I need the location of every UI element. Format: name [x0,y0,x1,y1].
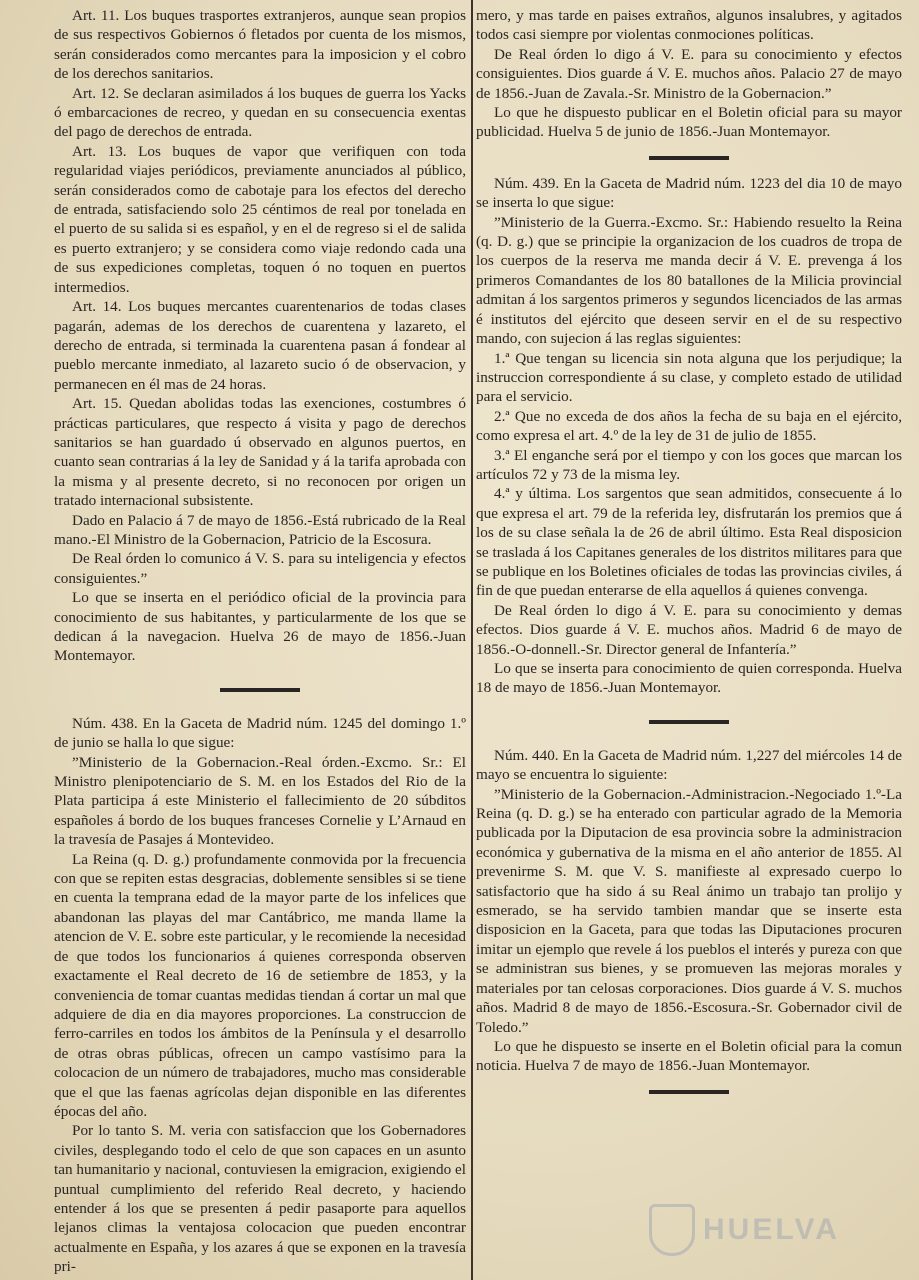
royal-order-note: De Real órden lo comunico á V. S. para su inteligencia y efectos consiguientes.” [54,550,466,587]
right-column [476,6,902,1280]
publication-note: Lo que se inserta en el periódico oficial de la provincia para conocimiento de sus habitantes, y particularmente de los que se dedican á la navegacion. Huelva 26 de mayo de 1856.-Juan Montemayor. [54,589,466,665]
entry-438-paragraph: Por lo tanto S. M. veria con satisfaccion que los Gobernadores civiles, desplegando todo el celo de que son capaces en un asunto tan humanitario y nacional, contuviesen la emigracion, exigiendo el puntual cumplimiento del referido Real decreto, y haciendo entender á los que se presenten á pedir pasaporte para aquellos lejanos climas la ventajosa colocacion que pueden encontrar actualmente en España, y los azares á que se exponen en la travesía pri- [54,1122,466,1276]
entry-438-closing: De Real órden lo digo á V. E. para su conocimiento y efectos consiguientes. Dios guarde á V. E. muchos años. Palacio 27 de mayo de 1856.-Juan de Zavala.-Sr. Ministro de la Gobernacion.” [476,45,902,102]
article-14: Art. 14. Los buques mercantes cuarentenarios de todas clases pagarán, ademas de los derechos de cuarentena y lazareto, el derecho de entrada, si terminada la cuarentena pasan á fondear al pueblo mercante inmediato, al lazareto sucio ó de observacion, y permanecen en él mas de 24 horas. [54,298,466,393]
article-12: Art. 12. Se declaran asimilados á los buques de guerra los Yacks ó embarcaciones de recreo, y quedan en su consecuencia exentas del pago de derechos de entrada. [54,84,466,141]
entry-439-closing: De Real órden lo digo á V. E. para su conocimiento y demas efectos. Dios guarde á V. E. muchos años. Madrid 6 de mayo de 1856.-O-donnell.-Sr. Director general de Infantería.” [476,601,902,658]
watermark-text: HUELVA [703,1213,840,1246]
article-13: Art. 13. Los buques de vapor que verifiquen con toda regularidad viajes periódicos, previamente anunciados al público, serán considerados como de cabotaje para los efectos del derecho de entrada, satisfaciendo solo 25 céntimos de real por tonelada en el puerto de su salida si es español, y en el de regreso si el de salida es puerto extranjero; y se considera como viaje redondo cada una de sus expediciones completas, toquen ó no toquen en puertos intermedios. [54,142,466,296]
entry-438-heading: Núm. 438. En la Gaceta de Madrid núm. 1245 del domingo 1.º de junio se halla lo que sigue: [54,714,466,752]
left-column [54,6,466,1280]
entry-438-paragraph: La Reina (q. D. g.) profundamente conmovida por la frecuencia con que se repiten estas desgracias, doblemente sensibles si se tiene en cuenta la temprana edad de la mayor parte de los infelices que abandonan las playas del mar Cantábrico, me manda llame la atencion de V. E. sobre este particular, y le recomiende la necesidad de que todos los funcionarios á quienes corresponda observen exactamente el Real decreto de 16 de setiembre de 1853, y la conveniencia de tomar cuantas medidas tiendan á cortar un mal que adquiere de dia en dia mayores proporciones. La construccion de ferro-carriles en todos los ámbitos de la Península y el desarrollo de otras obras públicas, ofrecen un campo vastísimo para la colocacion de un número de trabajadores, mucho mas considerable que el que las faenas agrícolas dejan disponible en las diferentes épocas del año. [54,850,466,1120]
section-divider [220,688,300,692]
column-rule [471,0,473,1280]
rule-3: 3.ª El enganche será por el tiempo y con los goces que marcan los artículos 72 y 73 de la misma ley. [476,446,902,483]
publication-note: Lo que se inserta para conocimiento de quien corresponda. Huelva 18 de mayo de 1856.-Juan Montemayor. [476,660,902,697]
article-15: Art. 15. Quedan abolidas todas las exenciones, costumbres ó prácticas particulares, que respecto á visita y pago de derechos sanitarios se han guardado ú observado en algunos puertos, en cuanto sean contrarias á la ley de Sanidad y á la tarifa aprobada con la misma y al presente decreto, si no reconocen por origen un tratado internacional subsistente. [54,395,466,510]
archive-watermark [649,1198,879,1262]
section-divider [649,1090,729,1094]
publication-note: Lo que he dispuesto se inserte en el Boletin oficial para la comun noticia. Huelva 7 de mayo de 1856.-Juan Montemayor. [476,1037,902,1075]
rule-1: 1.ª Que tengan su licencia sin nota alguna que los perjudique; la instruccion correspondiente á su clase, y completo estado de utilidad para el servicio. [476,349,902,406]
entry-439-heading: Núm. 439. En la Gaceta de Madrid núm. 1223 del dia 10 de mayo se inserta lo que sigue: [476,174,902,212]
rule-4: 4.ª y última. Los sargentos que sean admitidos, consecuente á lo que expresa el art. 79 de la referida ley, disfrutarán los premios que á los de su clase señala la de 26 de abril último. Esta Real disposicion se traslada á los Capitanes generales de los distritos militares para que se publique en los Boletines oficiales de todas las provincias civiles, á fin de que puedan enterarse de ella aquellos á quienes convenga. [476,485,902,600]
entry-438-continuation: mero, y mas tarde en paises extraños, algunos insalubres, y agitados todos casi siempre por violentas conmociones políticas. [476,7,902,44]
entry-440-heading: Núm. 440. En la Gaceta de Madrid núm. 1,227 del miércoles 14 de mayo se encuentra lo siguiente: [476,746,902,784]
section-divider [649,720,729,724]
rule-2: 2.ª Que no exceda de dos años la fecha de su baja en el ejército, como expresa el art. 4.º de la ley de 31 de julio de 1855. [476,407,902,445]
entry-438-body: ”Ministerio de la Gobernacion.-Real órden.-Excmo. Sr.: El Ministro plenipotenciario de S. M. en los Estados del Rio de la Plata participa á este Ministerio el fallecimiento de 20 súbditos españoles á bordo de los buques franceses Cornelie y L’Arnaud en la travesía de Pasajes á Montevideo. [54,753,466,849]
article-11: Art. 11. Los buques trasportes extranjeros, aunque sean propios de sus respectivos Gobiernos ó fletados por cuenta de los mismos, serán considerados como mercantes para la imposicion y el cobro de los derechos sanitarios. [54,7,466,83]
entry-439-body: ”Ministerio de la Guerra.-Excmo. Sr.: Habiendo resuelto la Reina (q. D. g.) que se principie la organizacion de los cuadros de tropa de los cuerpos de la reserva me manda decir á V. E. prevenga á los primeros Comandantes de los 80 batallones de la Milicia provincial admitan á los sargentos primeros y segundos licenciados de las armas é institutos del ejército que deseen servir en el de su respectivo mando, con sujecion á las reglas siguientes: [476,213,902,348]
section-divider [649,156,729,160]
seal-icon [649,1204,695,1256]
publication-note: Lo que he dispuesto publicar en el Boletin oficial para su mayor publicidad. Huelva 5 de junio de 1856.-Juan Montemayor. [476,104,902,141]
entry-440-body: ”Ministerio de la Gobernacion.-Administracion.-Negociado 1.º-La Reina (q. D. g.) se ha enterado con particular agrado de la Memoria publicada por la Diputacion de esa provincia sobre la administracion económica y gubernativa de la misma en el año anterior de 1855. Al prevenirme S. M. que V. S. manifieste al expresado cuerpo lo satisfactorio que ha sido á su Real ánimo un trabajo tan prolijo y esmerado, se ha servido tambien mandar que se inserte esta disposicion en la Gaceta, para que todas las Diputaciones procuren imitar un ejemplo que revele á los pueblos el interés y pureza con que se administran sus bienes, y se promueven las mejoras morales y materiales por tan celosas corporaciones. Dios guarde á V. S. muchos años. Madrid 8 de mayo de 1856.-Escosura.-Sr. Gobernador civil de Toledo.” [476,785,902,1036]
decree-signature: Dado en Palacio á 7 de mayo de 1856.-Está rubricado de la Real mano.-El Ministro de la Gobernacion, Patricio de la Escosura. [54,511,466,548]
